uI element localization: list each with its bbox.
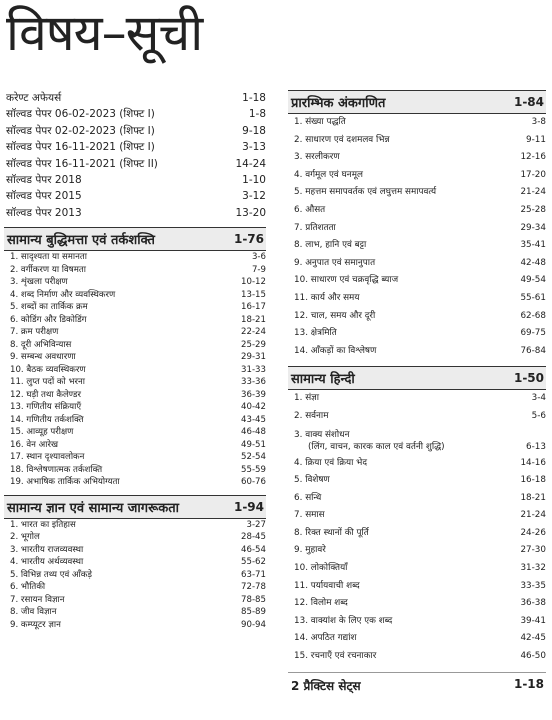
section-title: सामान्य ज्ञान एवं सामान्य जागरूकता	[7, 500, 179, 516]
toc-entry	[4, 188, 266, 204]
section-header	[288, 366, 546, 390]
toc-entry	[10, 556, 266, 569]
toc-entry	[10, 301, 266, 314]
toc-entry	[10, 389, 266, 402]
entry-pages: 17-20	[520, 169, 546, 180]
entry-pages: 3-6	[251, 252, 266, 263]
entry-title-main: 3. वाक्य संशोधन	[294, 429, 350, 440]
entry-pages: 18-21	[520, 492, 546, 503]
practice-title: 2 प्रैक्टिस सेट्स	[291, 678, 361, 693]
toc-entry	[294, 290, 546, 308]
entry-pages: 27-30	[520, 545, 546, 556]
entry-pages: 21-24	[520, 187, 546, 198]
entry-pages: 42-45	[520, 633, 546, 644]
entry-pages: 14-24	[235, 157, 266, 170]
entry-title: 8. दूरी अभिविन्यास	[10, 339, 72, 350]
entry-pages: 72-78	[241, 582, 266, 593]
entry-title: 2. साधारण एवं दशमलव भिन्न	[294, 134, 390, 145]
plain-list	[4, 90, 266, 221]
toc-entry	[10, 544, 266, 557]
entry-pages: 9-11	[526, 134, 546, 145]
entry-title: 15. आव्यूह परीक्षण	[10, 427, 74, 438]
entry-title: 2. भूगोल	[10, 532, 40, 543]
entry-title: 6. औसत	[294, 204, 326, 215]
toc-entry	[10, 476, 266, 489]
entry-title: 14. अपठित गद्यांश	[294, 633, 357, 644]
toc-entry	[10, 619, 266, 632]
entry-title: 11. कार्य और समय	[294, 292, 360, 303]
entry-pages: 28-45	[241, 532, 266, 543]
entry-title: 1. संख्या पद्धति	[294, 117, 346, 127]
entry-title: सॉल्वड पेपर 16-11-2021 (शिफ्ट I)	[6, 141, 155, 154]
toc-entry	[294, 325, 546, 343]
section-items	[4, 251, 266, 489]
entry-pages: 3-12	[242, 190, 266, 203]
entry-title: 15. रचनाएँ एवं रचनाकार	[294, 651, 377, 662]
entry-pages: 31-33	[241, 364, 266, 375]
entry-title: 5. विशेषण	[294, 475, 330, 486]
toc-entry	[10, 606, 266, 619]
section-pages: 1-76	[233, 232, 264, 247]
toc-entry	[4, 156, 266, 172]
entry-title: सॉल्वड पेपर 16-11-2021 (शिफ्ट II)	[6, 157, 158, 170]
entry-pages: 5-6	[531, 410, 546, 421]
section-reasoning	[4, 227, 266, 489]
entry-pages: 49-51	[241, 439, 266, 450]
entry-pages: 85-89	[241, 607, 266, 618]
entry-pages: 33-35	[520, 580, 546, 591]
entry-title: 9. मुहावरे	[294, 545, 326, 556]
toc-entry	[294, 630, 546, 648]
entry-pages: 63-71	[241, 569, 266, 580]
entry-pages: 3-8	[531, 117, 546, 127]
page-title: विषय–सूची	[6, 4, 203, 62]
entry-title: 8. जीव विज्ञान	[10, 607, 57, 618]
toc-entry	[294, 455, 546, 473]
entry-title: 2. सर्वनाम	[294, 410, 329, 421]
toc-entry	[10, 326, 266, 339]
section-header	[4, 495, 266, 519]
toc-entry	[10, 276, 266, 289]
entry-pages: 46-50	[520, 651, 546, 662]
toc-entry	[294, 525, 546, 543]
toc-entry	[4, 90, 266, 106]
toc-entry	[10, 364, 266, 377]
entry-title: सॉल्वड पेपर 2018	[6, 174, 82, 187]
entry-title: 2. वर्गीकरण या विषमता	[10, 264, 87, 275]
section-hindi	[288, 366, 546, 665]
entry-title: 3. भारतीय राजव्यवस्था	[10, 544, 84, 555]
toc-entry	[10, 519, 266, 532]
entry-title: 4. भारतीय अर्थव्यवस्था	[10, 557, 84, 568]
entry-pages: 55-61	[520, 292, 546, 303]
entry-pages: 31-32	[520, 563, 546, 574]
toc-entry	[294, 272, 546, 290]
entry-title: 10. लोकोक्तियाँ	[294, 563, 348, 574]
entry-pages: 1-18	[242, 92, 266, 104]
entry-pages: 39-41	[520, 615, 546, 626]
entry-title: 16. वेन आरेख	[10, 439, 59, 450]
toc-entry	[294, 132, 546, 150]
entry-title: 14. गणितीय तर्कशक्ति	[10, 414, 84, 425]
toc-entry	[294, 220, 546, 238]
entry-title: 10. साधारण एवं चक्रवृद्धि ब्याज	[294, 275, 399, 286]
entry-pages: 3-4	[531, 393, 546, 404]
entry-pages: 46-54	[241, 544, 266, 555]
toc-entry	[10, 581, 266, 594]
entry-title: 13. क्षेत्रमिति	[294, 328, 337, 339]
entry-title: 4. क्रिया एवं क्रिया भेद	[294, 457, 368, 468]
toc-entry	[4, 123, 266, 139]
entry-pages: 69-75	[520, 328, 546, 339]
section-title: सामान्य बुद्धिमत्ता एवं तर्कशक्ति	[7, 233, 155, 249]
entry-pages: 52-54	[241, 452, 266, 463]
entry-pages: 24-26	[520, 527, 546, 538]
entry-title: 1. संज्ञा	[294, 393, 320, 404]
entry-pages: 3-13	[242, 141, 266, 154]
toc-entry	[294, 560, 546, 578]
entry-title: 1. भारत का इतिहास	[10, 519, 76, 530]
practice-pages: 1-18	[513, 676, 544, 691]
entry-pages: 55-59	[241, 464, 266, 475]
entry-title: 19. अभाषिक तार्किक अभियोग्यता	[10, 477, 120, 488]
toc-entry	[294, 408, 546, 426]
section-math	[288, 90, 546, 360]
entry-title: 5. शब्दों का तार्किक क्रम	[10, 302, 88, 313]
entry-pages: 18-21	[241, 314, 266, 325]
section-pages: 1-94	[233, 499, 264, 514]
toc-entry	[10, 569, 266, 582]
toc-entry	[294, 167, 546, 185]
toc-entry	[294, 237, 546, 255]
section-items	[288, 114, 546, 360]
entry-title: 10. बैठक व्यवस्थिकरण	[10, 364, 86, 375]
toc-entry	[294, 426, 546, 455]
entry-title: 6. भौतिकी	[10, 582, 46, 593]
toc-entry	[10, 531, 266, 544]
entry-title: 7. रसायन विज्ञान	[10, 594, 65, 605]
entry-title: 8. रिक्त स्थानों की पूर्ति	[294, 527, 369, 538]
entry-title: 7. समास	[294, 510, 325, 521]
entry-title: 3. शृंखला परीक्षण	[10, 277, 68, 288]
toc-entry	[10, 339, 266, 352]
entry-title: 6. सन्धि	[294, 492, 322, 503]
entry-title: 11. पर्यायवाची शब्द	[294, 580, 360, 591]
entry-pages: 49-54	[520, 275, 546, 286]
entry-pages: 10-12	[241, 277, 266, 288]
entry-pages: 42-48	[520, 257, 546, 268]
toc-entry	[294, 390, 546, 408]
entry-pages: 46-48	[241, 427, 266, 438]
entry-title: 4. शब्द निर्माण और व्यवस्थिकरण	[10, 289, 116, 300]
toc-entry	[294, 202, 546, 220]
entry-pages: 29-31	[241, 352, 266, 363]
entry-title: 5. विभिन्न तथ्य एवं आँकड़े	[10, 569, 93, 580]
toc-entry	[294, 595, 546, 613]
toc-entry	[10, 251, 266, 264]
entry-pages: 1-10	[242, 174, 266, 187]
toc-entry	[10, 289, 266, 302]
entry-title: 13. गणितीय संक्रियाएँ	[10, 402, 82, 413]
entry-pages: 6-13	[526, 441, 546, 452]
toc-entry	[10, 439, 266, 452]
left-column	[4, 90, 266, 631]
entry-pages: 13-15	[241, 289, 266, 300]
entry-pages: 43-45	[241, 414, 266, 425]
entry-pages: 25-28	[520, 204, 546, 215]
entry-title: 12. घड़ी तथा कैलेण्डर	[10, 389, 82, 400]
entry-pages: 33-36	[241, 377, 266, 388]
entry-pages: 78-85	[241, 594, 266, 605]
toc-entry	[294, 472, 546, 490]
entry-pages: 7-9	[251, 264, 266, 275]
section-pages: 1-50	[513, 371, 544, 386]
section-items	[4, 519, 266, 632]
entry-pages: 60-76	[241, 477, 266, 488]
entry-title: 12. चाल, समय और दूरी	[294, 310, 376, 321]
entry-title: 5. महत्तम समापवर्तक एवं लघुत्तम समापवर्त्य	[294, 187, 437, 198]
section-pages: 1-84	[513, 95, 544, 109]
practice-sets	[288, 672, 546, 694]
toc-entry	[294, 507, 546, 525]
entry-title: 11. लुप्त पदों को भरना	[10, 377, 86, 388]
entry-pages: 35-41	[520, 240, 546, 251]
section-title: सामान्य हिन्दी	[291, 372, 355, 388]
entry-pages: 22-24	[241, 327, 266, 338]
entry-subtitle: (लिंग, वाचन, कारक काल एवं वर्तनी शुद्धि)	[308, 441, 445, 452]
entry-pages: 36-39	[241, 389, 266, 400]
toc-entry	[10, 414, 266, 427]
entry-pages: 36-38	[520, 598, 546, 609]
toc-entry	[4, 172, 266, 188]
section-header	[4, 227, 266, 251]
toc-entry	[294, 184, 546, 202]
entry-title	[294, 429, 445, 453]
entry-title: 9. अनुपात एवं समानुपात	[294, 257, 376, 268]
entry-pages: 76-84	[520, 345, 546, 356]
entry-title: 6. कोडिंग और डिकोडिंग	[10, 314, 87, 325]
entry-pages: 16-17	[241, 302, 266, 313]
section-items	[288, 390, 546, 665]
entry-title: 13. वाक्यांश के लिए एक शब्द	[294, 615, 393, 626]
toc-entry	[10, 426, 266, 439]
section-header	[288, 90, 546, 114]
entry-title: 17. स्थान दृश्यावलोकन	[10, 452, 85, 463]
toc-entry	[294, 149, 546, 167]
toc-entry	[10, 464, 266, 477]
entry-pages: 21-24	[520, 510, 546, 521]
entry-title: सॉल्वड पेपर 2015	[6, 190, 82, 203]
entry-title: 3. सरलीकरण	[294, 152, 340, 163]
entry-title: सॉल्वड पेपर 2013	[6, 206, 82, 219]
entry-title: 12. विलोम शब्द	[294, 598, 348, 609]
toc-entry	[294, 613, 546, 631]
toc-entry	[294, 648, 546, 666]
toc-entry	[294, 308, 546, 326]
toc-entry	[294, 343, 546, 361]
toc-entry	[294, 490, 546, 508]
right-column	[288, 90, 546, 694]
entry-pages: 90-94	[241, 619, 266, 630]
entry-pages: 16-18	[520, 475, 546, 486]
toc-entry	[294, 114, 546, 132]
entry-title: 7. प्रतिशतता	[294, 222, 336, 233]
entry-title: 9. सम्बन्ध अवधारणा	[10, 352, 76, 363]
toc-entry	[4, 205, 266, 221]
entry-title: 18. विश्लेषणात्मक तर्कशक्ति	[10, 464, 103, 475]
entry-title: 14. आँकड़ों का विश्लेषण	[294, 345, 377, 356]
entry-pages: 3-27	[246, 519, 266, 530]
toc-entry	[294, 542, 546, 560]
toc-entry	[4, 139, 266, 155]
entry-title: 4. वर्गमूल एवं घनमूल	[294, 169, 363, 180]
entry-title: 9. कम्प्यूटर ज्ञान	[10, 619, 61, 630]
toc-entry	[294, 255, 546, 273]
toc-entry	[10, 351, 266, 364]
entry-pages: 55-62	[241, 557, 266, 568]
entry-title: सॉल्वड पेपर 02-02-2023 (शिफ्ट I)	[6, 124, 155, 137]
entry-title: सॉल्वड पेपर 06-02-2023 (शिफ्ट I)	[6, 108, 155, 121]
toc-entry	[10, 314, 266, 327]
entry-title: 7. क्रम परीक्षण	[10, 327, 59, 338]
entry-pages: 62-68	[520, 310, 546, 321]
toc-entry	[10, 451, 266, 464]
toc-entry	[10, 376, 266, 389]
toc-entry	[10, 594, 266, 607]
toc-entry	[294, 578, 546, 596]
section-gk	[4, 495, 266, 632]
entry-pages: 1-8	[248, 108, 266, 121]
entry-pages: 9-18	[242, 124, 266, 137]
entry-pages: 13-20	[235, 206, 266, 219]
entry-title: 1. सादृश्यता या समानता	[10, 252, 88, 263]
toc-entry	[10, 264, 266, 277]
toc-entry	[4, 106, 266, 122]
entry-pages: 40-42	[241, 402, 266, 413]
entry-title: करेण्ट अफेयर्स	[6, 92, 62, 104]
section-title: प्रारम्भिक अंकगणित	[291, 96, 386, 111]
entry-pages: 29-34	[520, 222, 546, 233]
entry-pages: 25-29	[241, 339, 266, 350]
entry-title: 8. लाभ, हानि एवं बट्टा	[294, 240, 367, 251]
entry-pages: 14-16	[520, 457, 546, 468]
entry-pages: 12-16	[520, 152, 546, 163]
toc-entry	[10, 401, 266, 414]
